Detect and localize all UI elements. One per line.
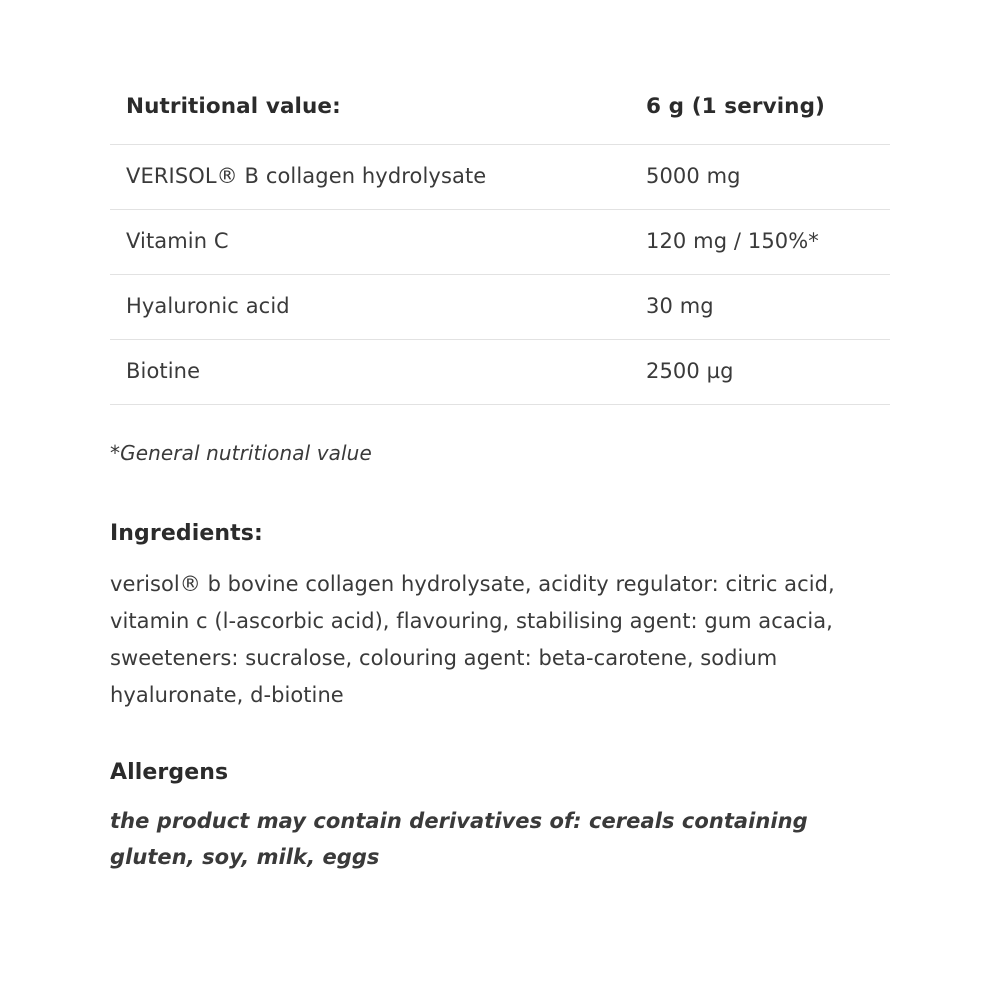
nutrient-name: Hyaluronic acid [126, 294, 290, 318]
table-header-row [110, 96, 890, 144]
nutrient-amount: 30 mg [646, 294, 714, 318]
column-header-nutritional-value: Nutritional value: [126, 94, 341, 119]
allergens-text: the product may contain derivatives of: cereals containing gluten, soy, milk, eggs [110, 808, 808, 869]
ingredients-text: verisol® b bovine collagen hydrolysate, acidity regulator: citric acid, vitamin c (l-ascorbic acid), flavouring, stabilising agent: gum acacia, sweeteners: sucralose, colouring agent: beta-carotene, sodium hyaluronate, d-biotine [110, 571, 835, 707]
nutrient-amount: 120 mg / 150%* [646, 229, 819, 253]
allergens-heading: Allergens [110, 759, 229, 785]
table-header [110, 96, 890, 144]
nutritional-value-table [110, 96, 890, 405]
table-body [110, 144, 890, 404]
ingredients-heading: Ingredients: [110, 520, 263, 546]
column-header-serving: 6 g (1 serving) [646, 94, 825, 119]
nutrient-amount: 2500 µg [646, 359, 734, 383]
table-row [110, 209, 890, 274]
nutrient-name: Biotine [126, 359, 201, 383]
table-row [110, 339, 890, 404]
nutrient-amount: 5000 mg [646, 164, 741, 188]
table-row [110, 144, 890, 209]
nutrition-footnote: *General nutritional value [110, 440, 372, 465]
table-row [110, 274, 890, 339]
nutrient-name: VERISOL® B collagen hydrolysate [126, 164, 487, 188]
nutrient-name: Vitamin C [126, 229, 229, 253]
